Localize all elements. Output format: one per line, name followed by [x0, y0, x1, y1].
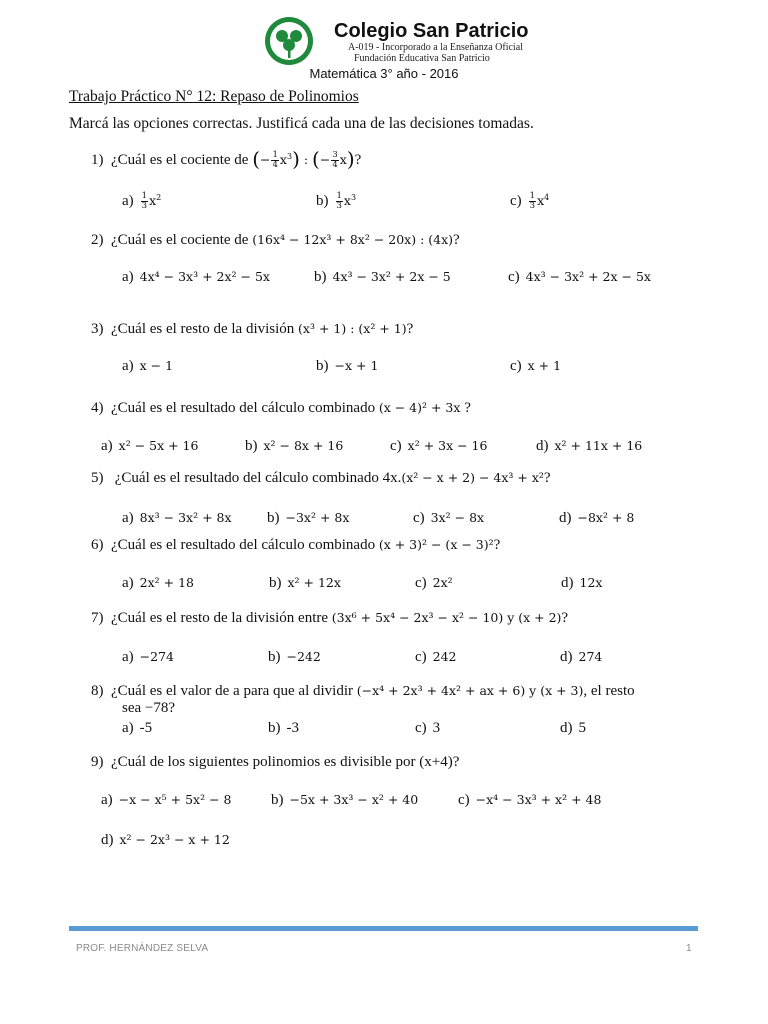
option-5c[interactable]: c) 3x² − 8x	[413, 510, 485, 526]
question-9: 9) ¿Cuál de los siguientes polinomios es divisible por (x+4)?	[91, 754, 460, 770]
question-3: 3) ¿Cuál es el resto de la división (x³ + 1) : (x² + 1)?	[91, 321, 414, 337]
question-7: 7) ¿Cuál es el resto de la división entre (3x⁶ + 5x⁴ − 2x³ − x² − 10) y (x + 2)?	[91, 610, 569, 626]
question-expression: (x² − x + 2) − 4x³ + x²	[401, 470, 544, 485]
footer-divider	[69, 926, 698, 931]
option-2b[interactable]: b) 4x³ − 3x² + 2x − 5	[314, 269, 451, 285]
option-8a[interactable]: a) -5	[122, 720, 153, 736]
question-expression: (− $\frac{1}{4}$ $x^3$) : (− $\frac{3}{4}$ x)	[252, 147, 355, 171]
option-1b[interactable]: b) $\frac{1}{3}$ $x^3$	[316, 191, 357, 211]
option-8b[interactable]: b) -3	[268, 720, 299, 736]
option-6b[interactable]: b) x² + 12x	[269, 575, 341, 591]
option-4a[interactable]: a) x² − 5x + 16	[101, 438, 199, 454]
option-4c[interactable]: c) x² + 3x − 16	[390, 438, 488, 454]
option-8d[interactable]: d) 5	[560, 720, 586, 736]
option-9d[interactable]: d) x² − 2x³ − x + 12	[101, 832, 230, 848]
question-text: ¿Cuál es el cociente de	[111, 152, 249, 168]
question-2: 2) ¿Cuál es el cociente de (16x⁴ − 12x³ + 8x² − 20x) : (4x)?	[91, 232, 460, 248]
question-1: 1) ¿Cuál es el cociente de (− $\frac{1}{4}$ $x^3$) : (− $\frac{3}{4}$ x)?	[91, 147, 362, 171]
question-number: 1)	[91, 152, 104, 168]
question-expression: (16x⁴ − 12x³ + 8x² − 20x) : (4x)	[252, 232, 454, 247]
school-subtitle: A-019 - Incorporado a la Enseñanza Oficial	[348, 42, 523, 53]
question-5: 5) ¿Cuál es el resultado del cálculo combinado 4x.(x² − x + 2) − 4x³ + x²?	[91, 470, 551, 486]
question-expression: (3x⁶ + 5x⁴ − 2x³ − x² − 10) y (x + 2)	[331, 610, 562, 625]
option-4d[interactable]: d) x² + 11x + 16	[536, 438, 643, 454]
page-title: Trabajo Práctico N° 12: Repaso de Polinomios	[69, 88, 359, 105]
option-7a[interactable]: a) −274	[122, 649, 174, 665]
school-foundation: Fundación Educativa San Patricio	[354, 53, 490, 64]
option-3a[interactable]: a) x − 1	[122, 358, 174, 374]
option-4b[interactable]: b) x² − 8x + 16	[245, 438, 344, 454]
question-8-line2: sea −78?	[122, 700, 176, 716]
footer-author: PROF. HERNÁNDEZ SELVA	[76, 943, 209, 954]
question-4: 4) ¿Cuál es el resultado del cálculo combinado (x − 4)² + 3x ?	[91, 400, 471, 416]
subject-line: Matemática 3° año - 2016	[309, 66, 459, 81]
shamrock-logo-icon	[258, 16, 320, 66]
question-expression: (x − 4)² + 3x	[378, 400, 461, 415]
instructions: Marcá las opciones correctas. Justificá cada una de las decisiones tomadas.	[69, 115, 534, 132]
option-5d[interactable]: d) −8x² + 8	[559, 510, 635, 526]
option-5b[interactable]: b) −3x² + 8x	[267, 510, 350, 526]
question-6: 6) ¿Cuál es el resultado del cálculo combinado (x + 3)² − (x − 3)²?	[91, 537, 501, 553]
option-7b[interactable]: b) −242	[268, 649, 321, 665]
option-3c[interactable]: c) x + 1	[510, 358, 562, 374]
option-2a[interactable]: a) 4x⁴ − 3x³ + 2x² − 5x	[122, 269, 270, 285]
option-9b[interactable]: b) −5x + 3x³ − x² + 40	[271, 792, 419, 808]
option-6d[interactable]: d) 12x	[561, 575, 603, 591]
option-5a[interactable]: a) 8x³ − 3x² + 8x	[122, 510, 232, 526]
option-7d[interactable]: d) 274	[560, 649, 603, 665]
question-expression: (−x⁴ + 2x³ + 4x² + ax + 6) y (x + 3)	[356, 683, 584, 698]
option-9a[interactable]: a) −x − x⁵ + 5x² − 8	[101, 792, 232, 808]
question-expression: (x + 3)² − (x − 3)²	[378, 537, 494, 552]
option-2c[interactable]: c) 4x³ − 3x² + 2x − 5x	[508, 269, 651, 285]
page-number: 1	[686, 943, 692, 954]
option-1c[interactable]: c) $\frac{1}{3}$ $x^4$	[510, 191, 550, 211]
option-6a[interactable]: a) 2x² + 18	[122, 575, 194, 591]
option-8c[interactable]: c) 3	[415, 720, 441, 736]
option-3b[interactable]: b) −x + 1	[316, 358, 379, 374]
option-6c[interactable]: c) 2x²	[415, 575, 453, 591]
option-9c[interactable]: c) −x⁴ − 3x³ + x² + 48	[458, 792, 602, 808]
question-expression: (x³ + 1) : (x² + 1)	[298, 321, 407, 336]
question-8: 8) ¿Cuál es el valor de a para que al dividir (−x⁴ + 2x³ + 4x² + ax + 6) y (x + 3), el resto	[91, 683, 635, 699]
option-7c[interactable]: c) 242	[415, 649, 457, 665]
option-1a[interactable]: a) $\frac{1}{3}$ $x^2$	[122, 191, 162, 211]
school-name: Colegio San Patricio	[334, 20, 529, 42]
